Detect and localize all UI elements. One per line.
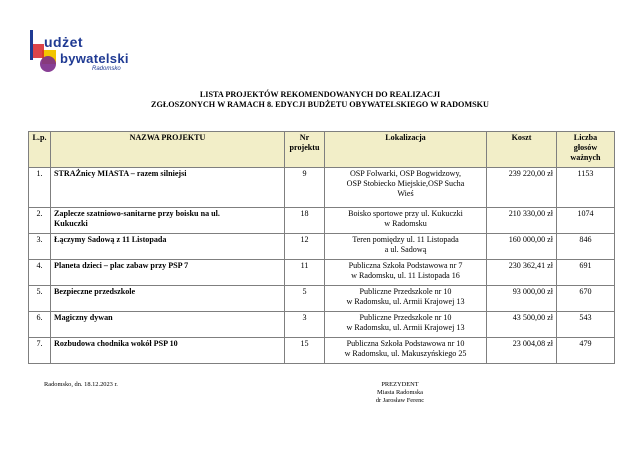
cell-nr: 18	[285, 208, 325, 234]
cell-location: Publiczna Szkoła Podstawowa nr 10 w Radomsku, ul. Makuszyńskiego 25	[325, 338, 487, 364]
table-row	[29, 338, 615, 364]
cell-location: Boisko sportowe przy ul. Kukuczki w Radomsku	[325, 208, 487, 234]
cell-name: Planeta dzieci – plac zabaw przy PSP 7	[51, 260, 285, 286]
table-header-row	[29, 132, 615, 168]
cell-location: OSP Folwarki, OSP Bogwidzowy, OSP Stobiecko Miejskie,OSP Sucha Wieś	[325, 168, 487, 208]
cell-location: Publiczne Przedszkole nr 10 w Radomsku, ul. Armii Krajowej 13	[325, 312, 487, 338]
cell-nr: 15	[285, 338, 325, 364]
cell-votes: 846	[557, 234, 615, 260]
header-nr: Nr projektu	[285, 132, 325, 168]
logo-red-square	[32, 44, 44, 58]
table-row	[29, 208, 615, 234]
signature-office: Miasta Radomska	[377, 389, 423, 396]
cell-name: Rozbudowa chodnika wokół PSP 10	[51, 338, 285, 364]
signature-title: PREZYDENT	[381, 381, 419, 388]
table-row	[29, 260, 615, 286]
cell-nr: 3	[285, 312, 325, 338]
cell-cost: 93 000,00 zł	[487, 286, 557, 312]
table-row	[29, 312, 615, 338]
header-votes: Liczba głosów ważnych	[557, 132, 615, 168]
logo-text-radomsko: Radomsko	[92, 66, 121, 72]
header-name: NAZWA PROJEKTU	[51, 132, 285, 168]
header-lp: L.p.	[29, 132, 51, 168]
cell-location: Teren pomiędzy ul. 11 Listopada a ul. Sadową	[325, 234, 487, 260]
cell-cost: 43 500,00 zł	[487, 312, 557, 338]
cell-location: Publiczna Szkoła Podstawowa nr 7 w Radomsku, ul. 11 Listopada 16	[325, 260, 487, 286]
cell-votes: 479	[557, 338, 615, 364]
cell-votes: 1153	[557, 168, 615, 208]
table-row	[29, 286, 615, 312]
projects-table	[28, 131, 615, 364]
logo-text-obywatelski: bywatelski	[60, 51, 129, 66]
cell-lp: 4.	[29, 260, 51, 286]
cell-name: Magiczny dywan	[51, 312, 285, 338]
cell-cost: 230 362,41 zł	[487, 260, 557, 286]
cell-name: Zaplecze szatniowo-sanitarne przy boisku na ul. Kukuczki	[51, 208, 285, 234]
cell-cost: 210 330,00 zł	[487, 208, 557, 234]
logo-bar	[30, 30, 33, 60]
cell-name: STRAŻnicy MIASTA – razem silniejsi	[51, 168, 285, 208]
cell-cost: 239 220,00 zł	[487, 168, 557, 208]
signature-block	[350, 381, 450, 405]
document-title-line2: ZGŁOSZONYCH W RAMACH 8. EDYCJI BUDŻETU OBYWATELSKIEGO W RADOMSKU	[151, 100, 489, 109]
logo-text-budzet: udżet	[44, 34, 84, 50]
cell-lp: 1.	[29, 168, 51, 208]
cell-votes: 1074	[557, 208, 615, 234]
cell-lp: 3.	[29, 234, 51, 260]
cell-name: Bezpieczne przedszkole	[51, 286, 285, 312]
header-cost: Koszt	[487, 132, 557, 168]
cell-lp: 6.	[29, 312, 51, 338]
cell-votes: 691	[557, 260, 615, 286]
cell-cost: 160 000,00 zł	[487, 234, 557, 260]
table-row	[29, 234, 615, 260]
document-title-line1: LISTA PROJEKTÓW REKOMENDOWANYCH DO REALIZACJI	[199, 90, 441, 99]
place-and-date: Radomsko, dn. 18.12.2023 r.	[44, 381, 118, 388]
cell-votes: 543	[557, 312, 615, 338]
header-location: Lokalizacja	[325, 132, 487, 168]
cell-nr: 9	[285, 168, 325, 208]
cell-nr: 5	[285, 286, 325, 312]
cell-cost: 23 004,08 zł	[487, 338, 557, 364]
cell-lp: 5.	[29, 286, 51, 312]
logo-purple-circle	[40, 56, 56, 72]
cell-name: Łączymy Sadową z 11 Listopada	[51, 234, 285, 260]
cell-votes: 670	[557, 286, 615, 312]
table-row	[29, 168, 615, 208]
cell-nr: 11	[285, 260, 325, 286]
cell-location: Publiczne Przedszkole nr 10 w Radomsku, ul. Armii Krajowej 13	[325, 286, 487, 312]
cell-lp: 2.	[29, 208, 51, 234]
cell-nr: 12	[285, 234, 325, 260]
signature-name: dr Jarosław Ferenc	[375, 397, 425, 404]
cell-lp: 7.	[29, 338, 51, 364]
